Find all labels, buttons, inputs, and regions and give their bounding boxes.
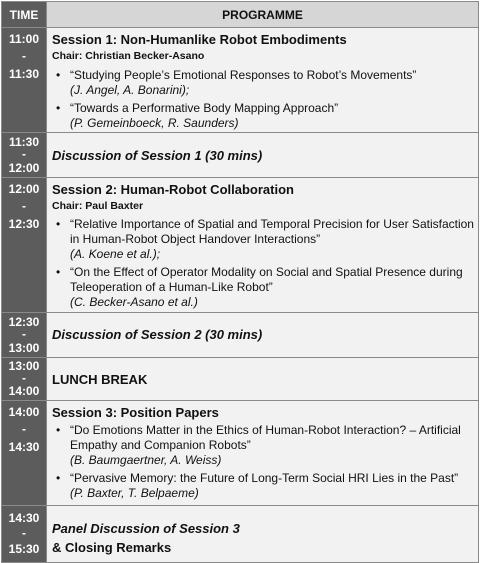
paper-title: “Towards a Performative Body Mapping Approach” (70, 101, 339, 115)
table-row-panel-discussion (2, 506, 479, 563)
end-time: 13:00 (8, 341, 40, 355)
time-separator: - (22, 422, 26, 436)
break-label: LUNCH BREAK (52, 372, 148, 387)
time-cell (2, 133, 47, 178)
paper-item (70, 471, 458, 501)
start-time: 12:30 (8, 315, 40, 329)
header-row (2, 2, 479, 28)
time-separator: - (22, 371, 26, 385)
time-cell (2, 178, 47, 313)
paper-title: “Relative Importance of Spatial and Temporal Precision for User Satisfaction (70, 217, 474, 231)
table-row-session-3 (2, 401, 479, 506)
time-cell (2, 401, 47, 506)
start-time: 14:30 (8, 511, 40, 525)
session-chair: Chair: Paul Baxter (52, 200, 144, 212)
programme-cell (47, 133, 479, 178)
paper-item (70, 68, 416, 98)
discussion-label: Panel Discussion of Session 3 (52, 521, 240, 536)
time-column-header: TIME (2, 2, 47, 28)
session-title: Session 2: Human-Robot Collaboration (52, 182, 294, 197)
time-separator: - (22, 49, 26, 63)
paper-authors: (C. Becker-Asano et al.) (70, 295, 198, 309)
table-row-session-2 (2, 178, 479, 313)
paper-title: “Do Emotions Matter in the Ethics of Human-Robot Interaction? – Artificial (70, 423, 461, 437)
programme-table (1, 1, 479, 563)
start-time: 14:00 (8, 405, 40, 419)
programme-column-header: PROGRAMME (47, 2, 479, 28)
paper-authors: (A. Koene et al.); (70, 247, 161, 261)
paper-title: Empathy and Companion Robots” (70, 438, 251, 452)
end-time: 12:30 (8, 217, 40, 231)
bullet-icon: • (56, 423, 61, 437)
paper-item (70, 101, 338, 131)
programme-cell (47, 313, 479, 358)
bullet-icon: • (56, 265, 61, 279)
discussion-label: Discussion of Session 2 (30 mins) (52, 327, 263, 342)
paper-authors: (P. Gemeinboeck, R. Saunders) (70, 116, 239, 130)
paper-item (70, 265, 463, 310)
time-cell (2, 28, 47, 133)
programme-cell (47, 401, 479, 506)
programme-cell (47, 178, 479, 313)
start-time: 12:00 (8, 182, 40, 196)
end-time: 14:00 (8, 384, 40, 398)
end-time: 12:00 (8, 161, 40, 175)
table-row-session-1 (2, 28, 479, 133)
time-separator: - (22, 327, 26, 341)
bullet-icon: • (56, 68, 61, 82)
end-time: 11:30 (8, 67, 40, 81)
bullet-icon: • (56, 471, 61, 485)
paper-item (70, 423, 461, 468)
paper-item (70, 217, 474, 262)
time-separator: - (22, 526, 26, 540)
paper-title: “Studying People’s Emotional Responses to Robot’s Movements” (70, 68, 417, 82)
start-time: 13:00 (8, 359, 40, 373)
table-row-discussion-2 (2, 313, 479, 358)
start-time: 11:00 (8, 32, 40, 46)
paper-title: “Pervasive Memory: the Future of Long-Term Social HRI Lies in the Past” (70, 471, 459, 485)
paper-authors: (J. Angel, A. Bonarini); (70, 83, 190, 97)
end-time: 14:30 (8, 440, 40, 454)
bullet-icon: • (56, 217, 61, 231)
bullet-icon: • (56, 101, 61, 115)
time-cell (2, 358, 47, 401)
programme-cell (47, 358, 479, 401)
discussion-label: Discussion of Session 1 (30 mins) (52, 148, 263, 163)
closing-label: & Closing Remarks (52, 540, 172, 555)
time-cell (2, 313, 47, 358)
programme-cell (47, 28, 479, 133)
programme-cell (47, 506, 479, 563)
session-chair: Chair: Christian Becker-Asano (52, 50, 205, 62)
start-time: 11:30 (8, 135, 40, 149)
session-title: Session 1: Non-Humanlike Robot Embodiments (52, 32, 347, 47)
paper-authors: (B. Baumgaertner, A. Weiss) (70, 453, 222, 467)
paper-title: Teleoperation of a Human-Like Robot” (70, 280, 273, 294)
end-time: 15:30 (8, 542, 40, 556)
session-title: Session 3: Position Papers (52, 405, 219, 420)
paper-title: “On the Effect of Operator Modality on Social and Spatial Presence during (70, 265, 463, 279)
time-cell (2, 506, 47, 563)
time-separator: - (22, 147, 26, 161)
paper-authors: (P. Baxter, T. Belpaeme) (70, 486, 199, 500)
table-row-lunch-break (2, 358, 479, 401)
table-row-discussion-1 (2, 133, 479, 178)
time-separator: - (22, 199, 26, 213)
paper-title: in Human-Robot Object Handover Interactions” (70, 232, 321, 246)
